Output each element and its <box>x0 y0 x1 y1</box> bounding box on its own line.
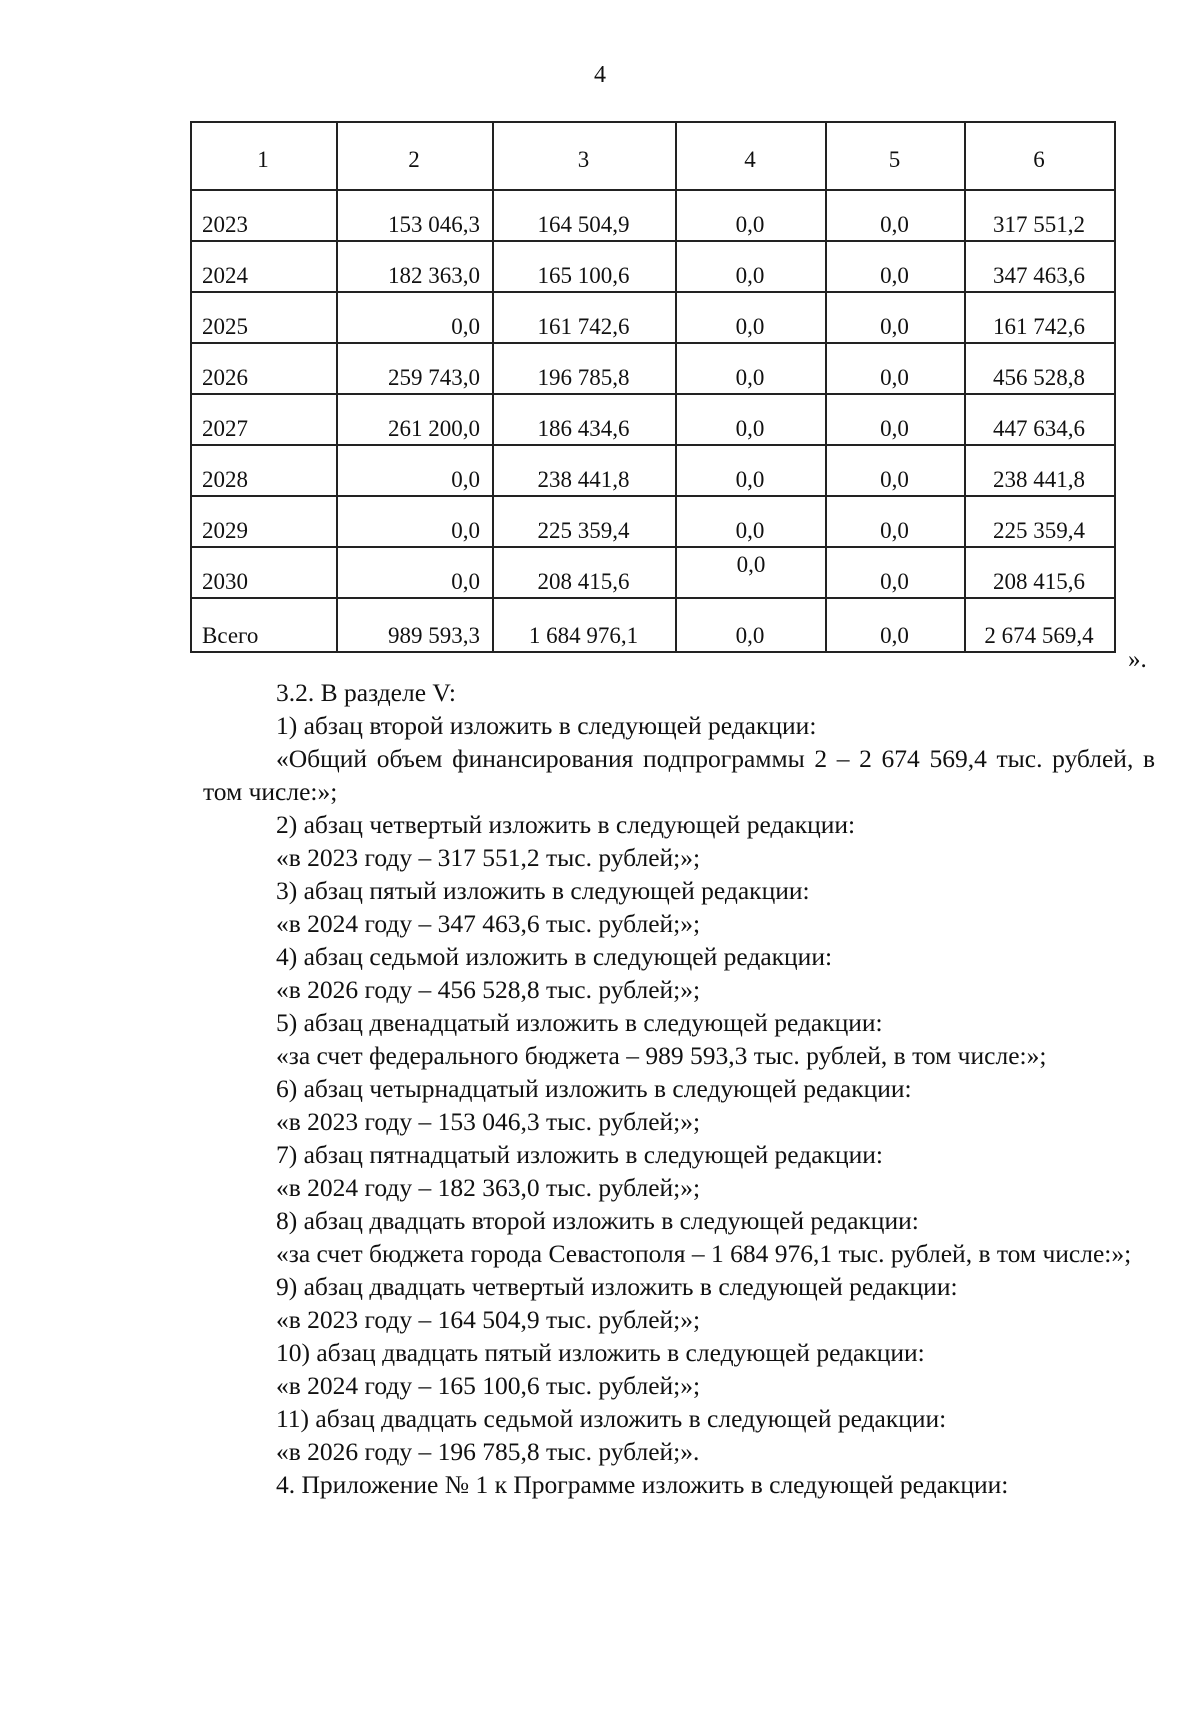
table-header-row <box>191 122 1115 190</box>
year-cell: 2024 <box>191 241 337 292</box>
total-cell: 225 359,4 <box>965 496 1115 547</box>
document-body <box>203 676 1155 1501</box>
table-row <box>191 190 1115 241</box>
total-cell: 447 634,6 <box>965 394 1115 445</box>
total-cell: 238 441,8 <box>965 445 1115 496</box>
paragraph: 3) абзац пятый изложить в следующей редакции: <box>276 876 810 905</box>
table-row <box>191 343 1115 394</box>
closing-quote: ». <box>1128 646 1147 673</box>
column-5-cell: 0,0 <box>826 292 965 343</box>
year-cell: 2029 <box>191 496 337 547</box>
federal-budget-cell: 989 593,3 <box>337 598 493 652</box>
column-header: 6 <box>965 122 1115 190</box>
table-row <box>191 394 1115 445</box>
year-cell: 2028 <box>191 445 337 496</box>
column-5-cell: 0,0 <box>826 598 965 652</box>
federal-budget-cell: 0,0 <box>337 547 493 598</box>
column-header: 1 <box>191 122 337 190</box>
column-4-cell: 0,0 <box>676 394 826 445</box>
column-5-cell: 0,0 <box>826 496 965 547</box>
column-header: 5 <box>826 122 965 190</box>
year-cell: 2030 <box>191 547 337 598</box>
paragraph: 7) абзац пятнадцатый изложить в следующей редакции: <box>276 1140 883 1169</box>
table-row <box>191 292 1115 343</box>
city-budget-cell: 196 785,8 <box>493 343 676 394</box>
paragraph: 11) абзац двадцать седьмой изложить в следующей редакции: <box>276 1404 947 1433</box>
city-budget-cell: 225 359,4 <box>493 496 676 547</box>
city-budget-cell: 1 684 976,1 <box>493 598 676 652</box>
column-5-cell: 0,0 <box>826 241 965 292</box>
column-4-cell: 0,0 <box>676 598 826 652</box>
federal-budget-cell: 182 363,0 <box>337 241 493 292</box>
financing-table <box>190 121 1116 653</box>
table-row <box>191 241 1115 292</box>
column-4-cell <box>676 547 826 598</box>
column-5-cell: 0,0 <box>826 445 965 496</box>
paragraph: 2) абзац четвертый изложить в следующей редакции: <box>276 810 856 839</box>
column-5-cell: 0,0 <box>826 343 965 394</box>
total-cell: 456 528,8 <box>965 343 1115 394</box>
paragraph: «в 2024 году – 347 463,6 тыс. рублей;»; <box>276 909 701 938</box>
paragraph: «в 2026 году – 196 785,8 тыс. рублей;». <box>276 1437 700 1466</box>
paragraph: «в 2023 году – 164 504,9 тыс. рублей;»; <box>276 1305 701 1334</box>
column-header: 2 <box>337 122 493 190</box>
total-cell: 347 463,6 <box>965 241 1115 292</box>
federal-budget-cell: 0,0 <box>337 445 493 496</box>
column-4-cell: 0,0 <box>676 343 826 394</box>
column-4-cell: 0,0 <box>676 496 826 547</box>
federal-budget-cell: 259 743,0 <box>337 343 493 394</box>
total-label-cell: Всего <box>191 598 337 652</box>
city-budget-cell: 164 504,9 <box>493 190 676 241</box>
year-cell: 2023 <box>191 190 337 241</box>
column-4-cell: 0,0 <box>676 241 826 292</box>
city-budget-cell: 186 434,6 <box>493 394 676 445</box>
column-5-cell: 0,0 <box>826 394 965 445</box>
federal-budget-cell: 0,0 <box>337 292 493 343</box>
table-row <box>191 547 1115 598</box>
city-budget-cell: 238 441,8 <box>493 445 676 496</box>
section-heading: 3.2. В разделе V: <box>276 678 457 707</box>
table-row <box>191 496 1115 547</box>
federal-budget-cell: 153 046,3 <box>337 190 493 241</box>
table-total-row <box>191 598 1115 652</box>
city-budget-cell: 161 742,6 <box>493 292 676 343</box>
table-row <box>191 445 1115 496</box>
paragraph: 1) абзац второй изложить в следующей редакции: <box>276 711 817 740</box>
city-budget-cell: 208 415,6 <box>493 547 676 598</box>
column-header: 3 <box>493 122 676 190</box>
page-number: 4 <box>594 62 606 88</box>
paragraph: «в 2023 году – 317 551,2 тыс. рублей;»; <box>276 843 701 872</box>
column-4-cell: 0,0 <box>676 445 826 496</box>
federal-budget-cell: 261 200,0 <box>337 394 493 445</box>
paragraph: «за счет федерального бюджета – 989 593,3 тыс. рублей, в том числе:»; <box>276 1041 1047 1070</box>
paragraph: «в 2023 году – 153 046,3 тыс. рублей;»; <box>276 1107 701 1136</box>
paragraph: «в 2026 году – 456 528,8 тыс. рублей;»; <box>276 975 701 1004</box>
paragraph: 9) абзац двадцать четвертый изложить в следующей редакции: <box>276 1272 958 1301</box>
year-cell: 2026 <box>191 343 337 394</box>
paragraph: 4) абзац седьмой изложить в следующей редакции: <box>276 942 833 971</box>
paragraph: «Общий объем финансирования подпрограммы 2 – 2 674 569,4 тыс. рублей, в том числе:»; <box>203 744 1155 806</box>
column-4-cell: 0,0 <box>676 190 826 241</box>
paragraph: 5) абзац двенадцатый изложить в следующей редакции: <box>276 1008 883 1037</box>
year-cell: 2027 <box>191 394 337 445</box>
paragraph: «в 2024 году – 182 363,0 тыс. рублей;»; <box>276 1173 701 1202</box>
total-cell: 161 742,6 <box>965 292 1115 343</box>
column-4-cell: 0,0 <box>676 292 826 343</box>
paragraph: «за счет бюджета города Севастополя – 1 684 976,1 тыс. рублей, в том числе:»; <box>276 1239 1132 1268</box>
paragraph: 8) абзац двадцать второй изложить в следующей редакции: <box>276 1206 919 1235</box>
paragraph: 10) абзац двадцать пятый изложить в следующей редакции: <box>276 1338 925 1367</box>
total-cell: 208 415,6 <box>965 547 1115 598</box>
paragraph: 6) абзац четырнадцатый изложить в следующей редакции: <box>276 1074 912 1103</box>
column-5-cell: 0,0 <box>826 547 965 598</box>
column-header: 4 <box>676 122 826 190</box>
column-5-cell: 0,0 <box>826 190 965 241</box>
column-4-value: 0,0 <box>736 552 766 577</box>
year-cell: 2025 <box>191 292 337 343</box>
total-cell: 2 674 569,4 <box>965 598 1115 652</box>
paragraph: 4. Приложение № 1 к Программе изложить в следующей редакции: <box>276 1470 1009 1499</box>
paragraph: «в 2024 году – 165 100,6 тыс. рублей;»; <box>276 1371 701 1400</box>
city-budget-cell: 165 100,6 <box>493 241 676 292</box>
federal-budget-cell: 0,0 <box>337 496 493 547</box>
total-cell: 317 551,2 <box>965 190 1115 241</box>
